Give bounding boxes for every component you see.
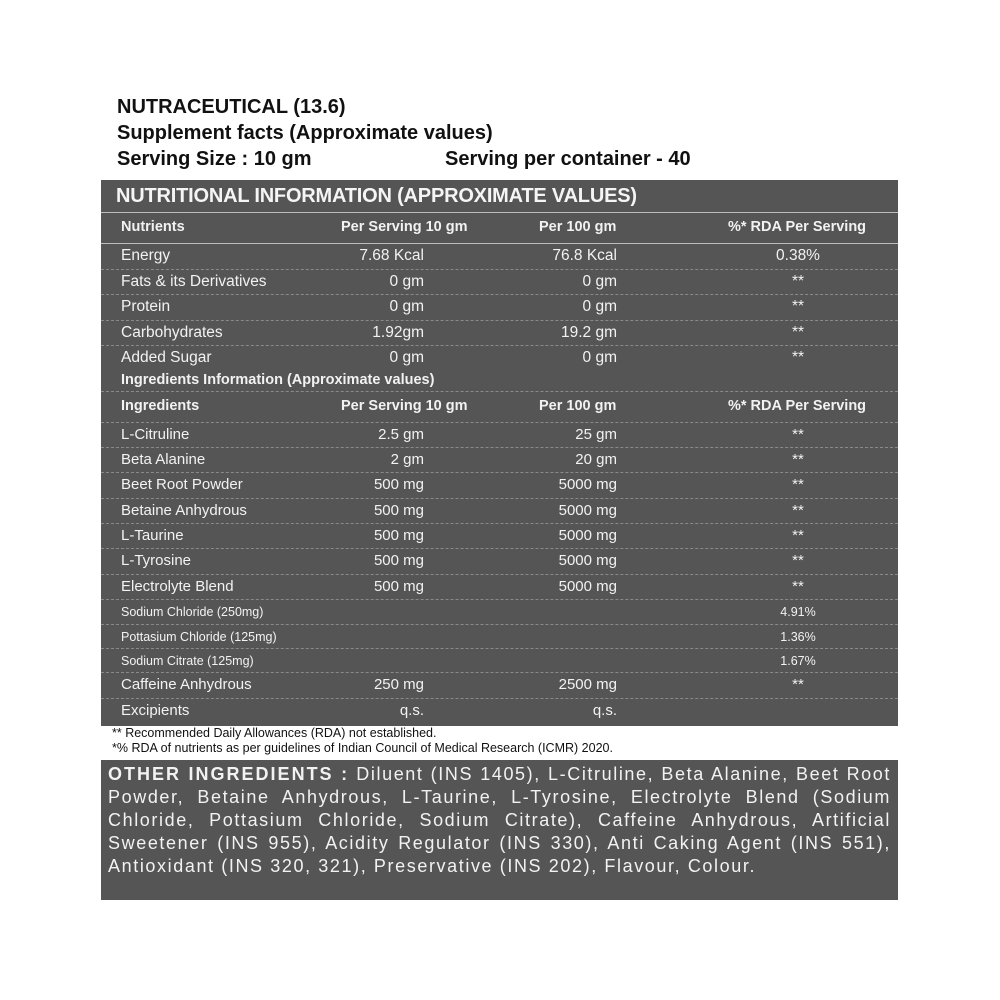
cell-per-100: 5000 mg	[558, 501, 617, 519]
col-header-rda: %* RDA Per Serving	[727, 219, 867, 235]
table-row	[101, 295, 898, 321]
cell-per-100: 5000 mg	[558, 527, 617, 545]
cell-name: Excipients	[121, 701, 190, 719]
cell-per-serving: 0 gm	[389, 349, 424, 366]
footnote-icmr: *% RDA of nutrients as per guidelines of Indian Council of Medical Research (ICMR) 2020.	[112, 740, 613, 755]
cell-per-serving: 2.5 gm	[378, 425, 424, 443]
nutrient-rows	[101, 244, 898, 371]
table-row	[101, 448, 898, 473]
table-row	[101, 270, 898, 296]
nutrition-table	[101, 180, 898, 726]
cell-per-100: 20 gm	[575, 450, 617, 468]
cell-per-100: 0 gm	[582, 272, 617, 290]
cell-per-100: 0 gm	[582, 298, 617, 315]
cell-per-serving: 250 mg	[373, 676, 424, 694]
cell-rda: **	[791, 298, 805, 315]
product-title: NUTRACEUTICAL (13.6)	[117, 96, 346, 118]
cell-per-100: 5000 mg	[558, 476, 617, 494]
ingredients-header-row	[101, 392, 898, 423]
table-row	[101, 699, 898, 723]
cell-rda: **	[792, 501, 804, 519]
table-row	[101, 423, 898, 448]
footnotes	[112, 726, 613, 755]
table-row	[101, 625, 898, 649]
cell-rda: **	[791, 323, 805, 341]
cell-per-serving: 0 gm	[389, 298, 424, 315]
cell-name: Protein	[121, 298, 171, 315]
nutrients-header-row	[101, 213, 898, 244]
cell-rda: **	[792, 676, 804, 694]
label-header	[117, 94, 691, 172]
cell-rda: 1.36%	[780, 629, 816, 644]
ingredient-rows	[101, 423, 898, 724]
cell-name: Beta Alanine	[121, 450, 206, 468]
cell-per-serving: 2 gm	[390, 450, 424, 468]
cell-rda: **	[792, 425, 804, 443]
table-row	[101, 473, 898, 498]
cell-per-100: 5000 mg	[558, 552, 617, 570]
cell-per-100: q.s.	[592, 701, 617, 719]
cell-per-serving: 7.68 Kcal	[359, 247, 424, 264]
cell-per-100: 5000 mg	[558, 577, 617, 595]
other-ingredients-box	[101, 760, 898, 900]
table-row	[101, 649, 898, 673]
serving-info	[117, 146, 691, 172]
cell-rda: **	[792, 552, 804, 570]
other-ingredients-label: OTHER INGREDIENTS :	[108, 764, 350, 784]
ingredients-section-row	[101, 371, 898, 392]
table-row	[101, 524, 898, 549]
table-title: NUTRITIONAL INFORMATION (APPROXIMATE VALUES)	[101, 180, 898, 213]
serving-size: Serving Size : 10 gm	[117, 148, 312, 170]
cell-rda: **	[792, 450, 804, 468]
cell-name: Carbohydrates	[121, 323, 223, 341]
col-header-per-serving: Per Serving 10 gm	[341, 219, 468, 235]
cell-per-100: 19.2 gm	[560, 323, 617, 341]
cell-per-100: 76.8 Kcal	[552, 247, 617, 264]
cell-name: L-Taurine	[121, 527, 184, 545]
cell-rda: **	[792, 476, 804, 494]
cell-per-serving: 500 mg	[373, 527, 424, 545]
table-row	[101, 600, 898, 624]
cell-per-serving: 500 mg	[373, 476, 424, 494]
table-row	[101, 346, 898, 371]
cell-per-serving: 500 mg	[373, 501, 424, 519]
col-header-per-serving: Per Serving 10 gm	[341, 397, 468, 414]
table-row	[101, 673, 898, 698]
cell-name: Electrolyte Blend	[121, 577, 234, 595]
cell-per-serving: 0 gm	[389, 272, 424, 290]
cell-per-serving: 1.92gm	[372, 323, 424, 341]
cell-rda: **	[792, 527, 804, 545]
cell-per-serving: 500 mg	[373, 552, 424, 570]
cell-name: Pottasium Chloride (125mg)	[121, 629, 277, 644]
cell-rda: **	[791, 349, 805, 366]
cell-name: Fats & its Derivatives	[121, 272, 267, 290]
servings-per-container: Serving per container - 40	[445, 148, 691, 170]
cell-name: Betaine Anhydrous	[121, 501, 247, 519]
supplement-facts-subtitle: Supplement facts (Approximate values)	[117, 122, 493, 144]
cell-name: L-Citruline	[121, 425, 190, 443]
cell-rda: **	[791, 272, 805, 290]
ingredients-section-title: Ingredients Information (Approximate values)	[121, 371, 435, 388]
cell-rda: 1.67%	[780, 654, 816, 669]
cell-name: Energy	[121, 247, 171, 264]
col-header-per-100: Per 100 gm	[539, 219, 617, 235]
col-header-per-100: Per 100 gm	[539, 397, 617, 414]
cell-name: Beet Root Powder	[121, 476, 243, 494]
cell-name: Sodium Citrate (125mg)	[121, 654, 254, 669]
cell-rda: **	[792, 577, 804, 595]
table-row	[101, 575, 898, 600]
cell-per-100: 0 gm	[582, 349, 617, 366]
cell-name: Added Sugar	[121, 349, 212, 366]
cell-per-100: 2500 mg	[558, 676, 617, 694]
col-header-rda: %* RDA Per Serving	[727, 397, 867, 414]
cell-name: Sodium Chloride (250mg)	[121, 605, 264, 620]
cell-per-serving: q.s.	[399, 701, 424, 719]
table-row	[101, 499, 898, 524]
cell-name: Caffeine Anhydrous	[121, 676, 252, 694]
col-header-ingredients: Ingredients	[121, 397, 200, 414]
cell-rda: 4.91%	[780, 605, 816, 620]
table-row	[101, 244, 898, 270]
cell-rda: 0.38%	[776, 247, 820, 264]
cell-per-serving: 500 mg	[373, 577, 424, 595]
footnote-rda-not-established: ** Recommended Daily Allowances (RDA) not established.	[112, 726, 437, 740]
other-ingredients-text: Diluent (INS 1405), L-Citruline, Beta Alanine, Beet Root Powder, Betaine Anhydrous, L-Taurine, L-Tyrosine, Electrolyte Blend (Sodium Chloride, Pottasium Chloride, Sodium Citrate), Caffeine Anhydrous, Artificial Sweetener (INS 955), Acidity Regulator (INS 330), Anti Caking Agent (INS 551), Antioxidant (INS 320, 321), Preservative (INS 202), Flavour, Colour.	[108, 764, 891, 876]
col-header-nutrients: Nutrients	[121, 219, 185, 235]
cell-per-100: 25 gm	[575, 425, 617, 443]
table-row	[101, 549, 898, 574]
table-row	[101, 321, 898, 347]
cell-name: L-Tyrosine	[121, 552, 192, 570]
